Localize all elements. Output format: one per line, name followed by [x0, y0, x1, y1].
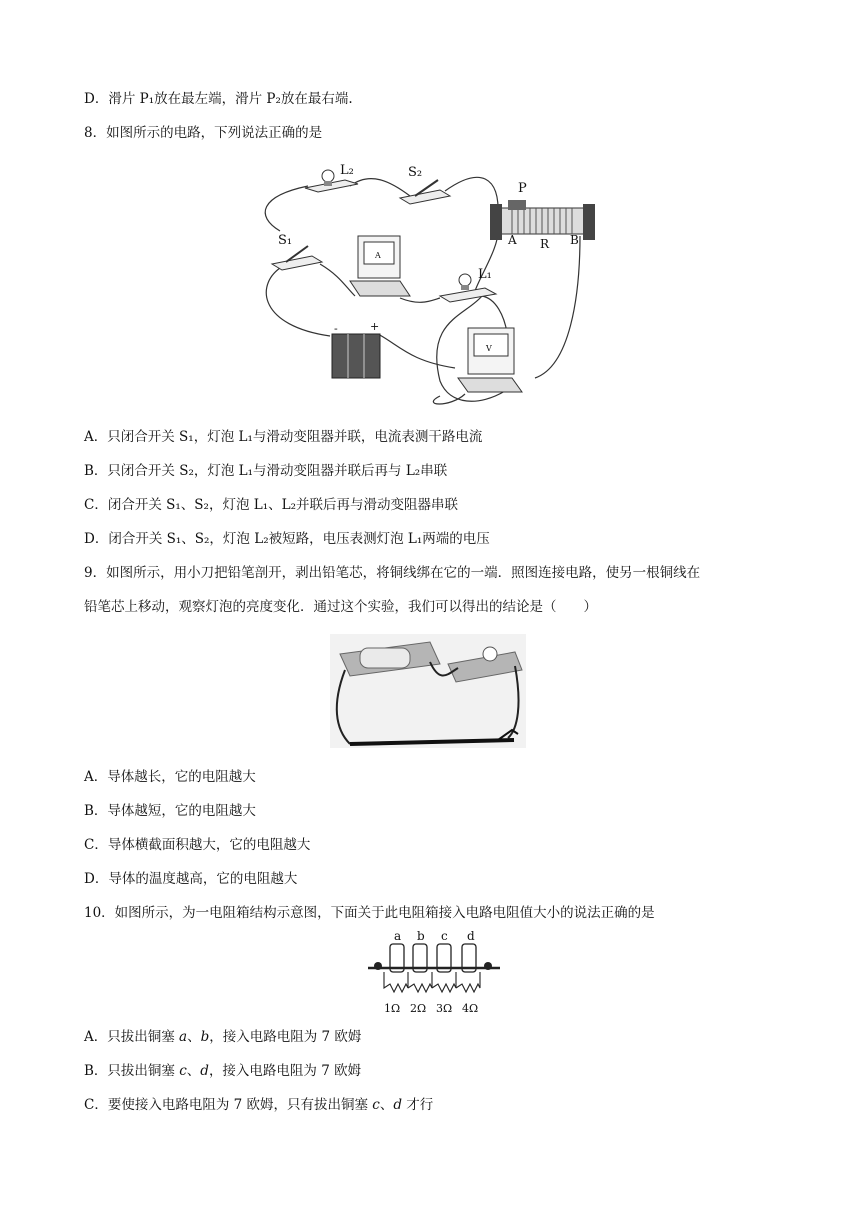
q9-option-b: B．导体越短，它的电阻越大: [84, 803, 256, 819]
svg-text:c: c: [441, 929, 448, 943]
q10-resistance-box-figure: [360, 926, 510, 1018]
svg-text:2Ω: 2Ω: [410, 1002, 427, 1015]
svg-text:3Ω: 3Ω: [436, 1002, 453, 1015]
svg-text:1Ω: 1Ω: [384, 1002, 401, 1015]
q8-stem: 8．如图所示的电路，下列说法正确的是: [84, 125, 323, 141]
svg-text:B: B: [570, 233, 579, 247]
q9-pencil-circuit-photo: [330, 634, 526, 748]
svg-text:P: P: [518, 181, 527, 196]
svg-text:A: A: [375, 251, 381, 260]
svg-text:S₁: S₁: [278, 233, 293, 248]
q10-option-c: C．要使接入电路电阻为 7 欧姆，只有拔出铜塞 c、d 才行: [84, 1097, 434, 1113]
lamp-l2: [305, 163, 358, 192]
svg-text:d: d: [467, 929, 475, 943]
q9-option-a: A．导体越长，它的电阻越大: [84, 769, 256, 785]
q9-stem-line2: 铅笔芯上移动，观察灯泡的亮度变化．通过这个实验，我们可以得出的结论是（ ）: [84, 599, 597, 615]
voltmeter: [458, 328, 522, 392]
q7-option-d: D．滑片 P₁放在最左端，滑片 P₂放在最右端.: [84, 91, 353, 107]
lamp-l1: [440, 267, 496, 302]
switch-s1: [272, 233, 322, 270]
ammeter: [350, 236, 410, 296]
q8-option-c: C．闭合开关 S₁、S₂，灯泡 L₁、L₂并联后再与滑动变阻器串联: [84, 497, 458, 513]
svg-text:R: R: [540, 237, 550, 251]
q8-option-d: D．闭合开关 S₁、S₂，灯泡 L₂被短路，电压表测灯泡 L₁两端的电压: [84, 531, 490, 547]
q9-option-d: D．导体的温度越高，它的电阻越大: [84, 871, 298, 887]
q10-stem: 10．如图所示，为一电阻箱结构示意图，下面关于此电阻箱接入电路电阻值大小的说法正确的是: [84, 905, 655, 921]
rheostat: [490, 181, 595, 251]
q10-option-a: A．只拔出铜塞 a、b，接入电路电阻为 7 欧姆: [84, 1029, 362, 1045]
battery: [332, 320, 380, 378]
q9-stem-line1: 9．如图所示，用小刀把铅笔剖开，剥出铅笔芯，将铜线绑在它的一端．照图连接电路，使另一根铜线在: [84, 565, 701, 581]
q8-option-a: A．只闭合开关 S₁，灯泡 L₁与滑动变阻器并联，电流表测干路电流: [84, 429, 483, 445]
svg-text:A: A: [508, 233, 517, 247]
svg-text:V: V: [486, 344, 492, 353]
svg-text:+: +: [370, 320, 380, 333]
svg-text:-: -: [334, 322, 338, 335]
q8-circuit-figure: [250, 156, 610, 408]
svg-text:L₂: L₂: [340, 163, 354, 178]
svg-text:4Ω: 4Ω: [462, 1002, 479, 1015]
svg-text:a: a: [394, 929, 402, 943]
svg-text:b: b: [417, 929, 425, 943]
svg-text:S₂: S₂: [408, 165, 423, 180]
q10-option-b: B．只拔出铜塞 c、d，接入电路电阻为 7 欧姆: [84, 1063, 362, 1079]
q8-option-b: B．只闭合开关 S₂，灯泡 L₁与滑动变阻器并联后再与 L₂串联: [84, 463, 448, 479]
svg-text:L₁: L₁: [478, 267, 492, 282]
switch-s2: [400, 165, 450, 204]
q9-option-c: C．导体横截面积越大，它的电阻越大: [84, 837, 311, 853]
